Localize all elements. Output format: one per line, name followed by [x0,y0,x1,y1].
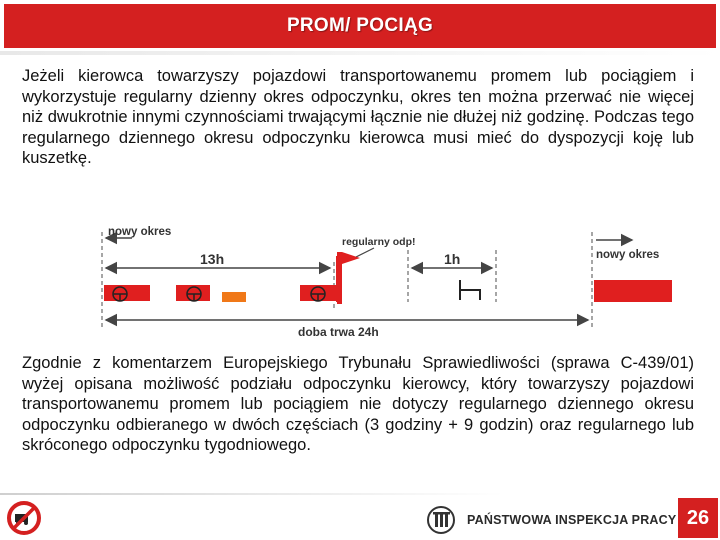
rest-period-diagram [92,222,672,342]
header-divider [0,51,720,55]
organization-name: PAŃSTWOWA INSPEKCJA PRACY [467,513,677,527]
regular-rest-block [336,256,338,302]
label-regular-rest: regularny odp! [342,236,416,248]
regular-rest-pointer [354,248,374,258]
slide-header [0,0,720,52]
label-new-period-left: nowy okres [108,226,172,238]
label-new-period-right: nowy okres [596,249,660,261]
label-13h: 13h [200,251,225,267]
drive-block-new-period [594,280,672,302]
no-overtaking-sign-icon [6,500,42,536]
label-day-duration: doba trwa 24h [298,325,379,339]
pip-logo-icon [426,505,460,535]
title-bar [4,4,716,48]
slide-title: PROM/ POCIĄG [286,15,434,36]
comment-paragraph: Zgodnie z komentarzem Europejskiego Trybunału Sprawiedliwości (sprawa C-439/01) wyżej opisana możliwość podziału odpoczynku kierowcy, który towarzyszy pojazdowi transportowanemu promem lub pociągiem nie dotyczy regularnego dziennego okresu odpoczynku odbieranego w dwóch częściach (3 godziny + 9 godzin) oraz regularnego lub skróconego odpoczynku tygodniowego. [22,354,694,455]
page-number: 26 [678,498,718,538]
intro-paragraph: Jeżeli kierowca towarzyszy pojazdowi transportowanemu promem lub pociągiem i wykorzystuje regularny dzienny okres odpoczynku, okres ten można przerwać nie więcej niż dwukrotnie innymi czynnościami trwającymi łącznie nie dłużej niż godzinę. Podczas tego regularnego dziennego okresu odpoczynku kierowca musi mieć do dyspozycji koję lub kuszetkę. [22,67,694,168]
other-work-block [222,292,246,302]
bed-icon-middle [460,280,480,300]
flag-icon [342,252,360,264]
label-1h: 1h [444,251,461,267]
footer-divider [0,493,720,495]
